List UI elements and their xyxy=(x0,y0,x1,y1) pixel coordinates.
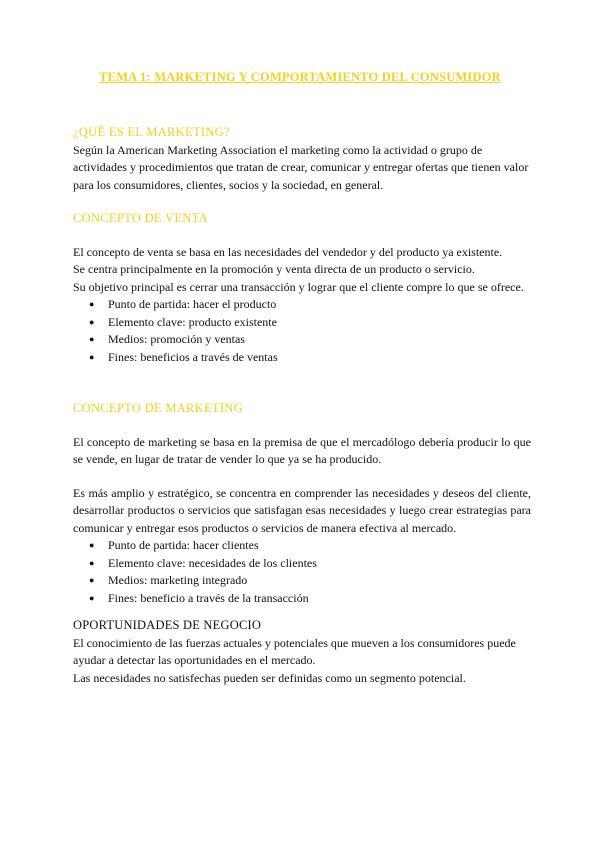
list-item: ● Elemento clave: necesidades de los clientes xyxy=(73,555,531,573)
list-item: ● Punto de partida: hacer clientes xyxy=(73,537,531,555)
list-item: ● Elemento clave: producto existente xyxy=(73,314,531,332)
paragraph-oportunidades-1: El conocimiento de las fuerzas actuales y potenciales que mueven a los consumidores puede ayudar a detectar las oportunidades en el mercado. xyxy=(73,635,516,667)
list-marketing xyxy=(73,537,531,607)
paragraph-venta-2: Se centra principalmente en la promoción y venta directa de un producto o servicio. xyxy=(73,262,475,276)
heading-que-es-marketing: ¿QUÉ ES EL MARKETING? xyxy=(73,125,230,139)
heading-oportunidades: OPORTUNIDADES DE NEGOCIO xyxy=(73,618,262,632)
list-venta xyxy=(73,296,531,366)
list-item: ● Medios: marketing integrado xyxy=(73,572,531,590)
list-item: ● Medios: promoción y ventas xyxy=(73,331,531,349)
paragraph-marketing-1: El concepto de marketing se basa en la premisa de que el mercadólogo debería producir lo que se vende, en lugar de tratar de vender lo que ya se ha producido. xyxy=(73,434,531,466)
heading-concepto-venta: CONCEPTO DE VENTA xyxy=(73,211,208,225)
paragraph-definicion: Según la American Marketing Association el marketing como la actividad o grupo de actividades y procedimientos que tratan de crear, comunicar y entregar ofertas que tienen valor para los consumidores, clientes, socios y la sociedad, en general. xyxy=(73,142,529,192)
paragraph-marketing-2: Es más amplio y estratégico, se concentra en comprender las necesidades y deseos del cliente, desarrollar productos o servicios que satisfagan esas necesidades y luego crear estrategias para comunicar y entregar esos productos o servicios de manera efectiva al mercado. xyxy=(73,485,531,535)
list-item: ● Fines: beneficio a través de la transacción xyxy=(73,590,531,608)
heading-concepto-marketing: CONCEPTO DE MARKETING xyxy=(73,401,243,415)
page-title: TEMA 1: MARKETING Y COMPORTAMIENTO DEL CONSUMIDOR xyxy=(99,70,501,84)
paragraph-venta-3: Su objetivo principal es cerrar una transacción y lograr que el cliente compre lo que se ofrece. xyxy=(73,279,524,294)
list-item: ● Fines: beneficios a través de ventas xyxy=(73,349,531,367)
list-item: ● Punto de partida: hacer el producto xyxy=(73,296,531,314)
paragraph-venta-1: El concepto de venta se basa en las necesidades del vendedor y del producto ya existente. xyxy=(73,244,503,259)
paragraph-oportunidades-2: Las necesidades no satisfechas pueden ser definidas como un segmento potencial. xyxy=(73,670,466,685)
document-body xyxy=(73,124,531,687)
